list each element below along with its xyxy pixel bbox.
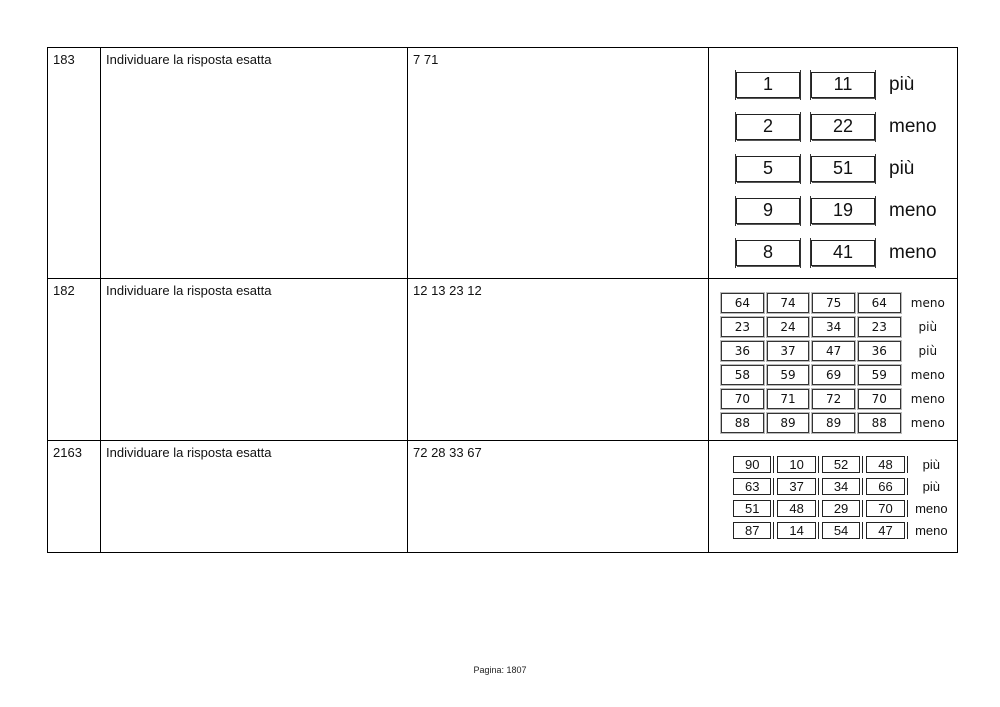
- option-number-box: 88: [721, 413, 764, 433]
- option-word: più: [922, 478, 941, 494]
- option-number-box: 89: [812, 413, 855, 433]
- page-footer: Pagina: 1807: [473, 665, 527, 675]
- option-number-box: 63: [733, 478, 771, 495]
- option-number-box: 75: [812, 293, 855, 313]
- option-number-box: 37: [767, 341, 810, 361]
- option-word: meno: [910, 392, 945, 406]
- option-number-box: 69: [812, 365, 855, 385]
- option-word: più: [922, 456, 941, 472]
- question-id: 2163: [48, 441, 101, 553]
- question-text: Individuare la risposta esatta: [101, 279, 408, 441]
- option-number-box: 52: [822, 456, 860, 473]
- options-image: [709, 279, 958, 441]
- question-id: 182: [48, 279, 101, 441]
- option-row: [733, 454, 952, 474]
- option-number-box: 41: [811, 240, 875, 266]
- option-number-box: 47: [866, 522, 904, 539]
- table-row: [48, 48, 958, 279]
- option-number-box: 48: [777, 500, 815, 517]
- question-text: Individuare la risposta esatta: [101, 48, 408, 279]
- option-number-box: 89: [767, 413, 810, 433]
- option-number-box: 70: [858, 389, 901, 409]
- options-image: [709, 441, 958, 553]
- option-row: [736, 66, 952, 103]
- option-number-box: 88: [858, 413, 901, 433]
- options-grid: [714, 445, 952, 540]
- option-number-box: 5: [736, 156, 800, 182]
- question-id: 183: [48, 48, 101, 279]
- option-number-box: 74: [767, 293, 810, 313]
- option-number-box: 54: [822, 522, 860, 539]
- option-row: [733, 498, 952, 518]
- option-word: più: [918, 320, 938, 334]
- option-number-box: 34: [812, 317, 855, 337]
- option-number-box: 23: [721, 317, 764, 337]
- option-number-box: 36: [721, 341, 764, 361]
- option-row: [721, 364, 952, 386]
- option-word: meno: [910, 296, 945, 310]
- option-row: [721, 388, 952, 410]
- option-number-box: 1: [736, 72, 800, 98]
- option-number-box: 90: [733, 456, 771, 473]
- option-number-box: 66: [866, 478, 904, 495]
- option-number-box: 51: [811, 156, 875, 182]
- option-row: [721, 412, 952, 434]
- answer-text: 12 13 23 12: [408, 279, 709, 441]
- option-number-box: 70: [866, 500, 904, 517]
- option-row: [721, 292, 952, 314]
- option-word: meno: [915, 500, 948, 516]
- option-number-box: 59: [858, 365, 901, 385]
- option-row: [733, 476, 952, 496]
- option-number-box: 24: [767, 317, 810, 337]
- option-number-box: 58: [721, 365, 764, 385]
- option-word: più: [889, 73, 915, 95]
- option-word: meno: [889, 241, 937, 263]
- option-row: [736, 108, 952, 145]
- option-number-box: 10: [777, 456, 815, 473]
- question-text: Individuare la risposta esatta: [101, 441, 408, 553]
- option-number-box: 19: [811, 198, 875, 224]
- options-grid: [714, 283, 952, 434]
- answer-text: 72 28 33 67: [408, 441, 709, 553]
- options-grid: [714, 52, 952, 271]
- option-number-box: 34: [822, 478, 860, 495]
- option-word: più: [918, 344, 938, 358]
- option-row: [736, 192, 952, 229]
- option-word: meno: [915, 522, 948, 538]
- option-word: meno: [910, 368, 945, 382]
- option-row: [733, 520, 952, 540]
- option-number-box: 2: [736, 114, 800, 140]
- options-image: [709, 48, 958, 279]
- option-word: meno: [889, 115, 937, 137]
- option-word: più: [889, 157, 915, 179]
- option-number-box: 59: [767, 365, 810, 385]
- option-number-box: 23: [858, 317, 901, 337]
- option-number-box: 14: [777, 522, 815, 539]
- option-number-box: 72: [812, 389, 855, 409]
- option-number-box: 51: [733, 500, 771, 517]
- option-row: [736, 234, 952, 271]
- option-number-box: 9: [736, 198, 800, 224]
- option-row: [736, 150, 952, 187]
- option-number-box: 22: [811, 114, 875, 140]
- questions-table: [47, 47, 958, 553]
- option-row: [721, 340, 952, 362]
- table-row: [48, 279, 958, 441]
- option-number-box: 8: [736, 240, 800, 266]
- option-number-box: 64: [721, 293, 764, 313]
- answer-text: 7 71: [408, 48, 709, 279]
- option-word: meno: [910, 416, 945, 430]
- option-number-box: 48: [866, 456, 904, 473]
- option-number-box: 29: [822, 500, 860, 517]
- option-number-box: 47: [812, 341, 855, 361]
- option-number-box: 36: [858, 341, 901, 361]
- option-number-box: 11: [811, 72, 875, 98]
- option-word: meno: [889, 199, 937, 221]
- option-number-box: 70: [721, 389, 764, 409]
- option-number-box: 37: [777, 478, 815, 495]
- option-number-box: 87: [733, 522, 771, 539]
- table-row: [48, 441, 958, 553]
- option-row: [721, 316, 952, 338]
- option-number-box: 64: [858, 293, 901, 313]
- option-number-box: 71: [767, 389, 810, 409]
